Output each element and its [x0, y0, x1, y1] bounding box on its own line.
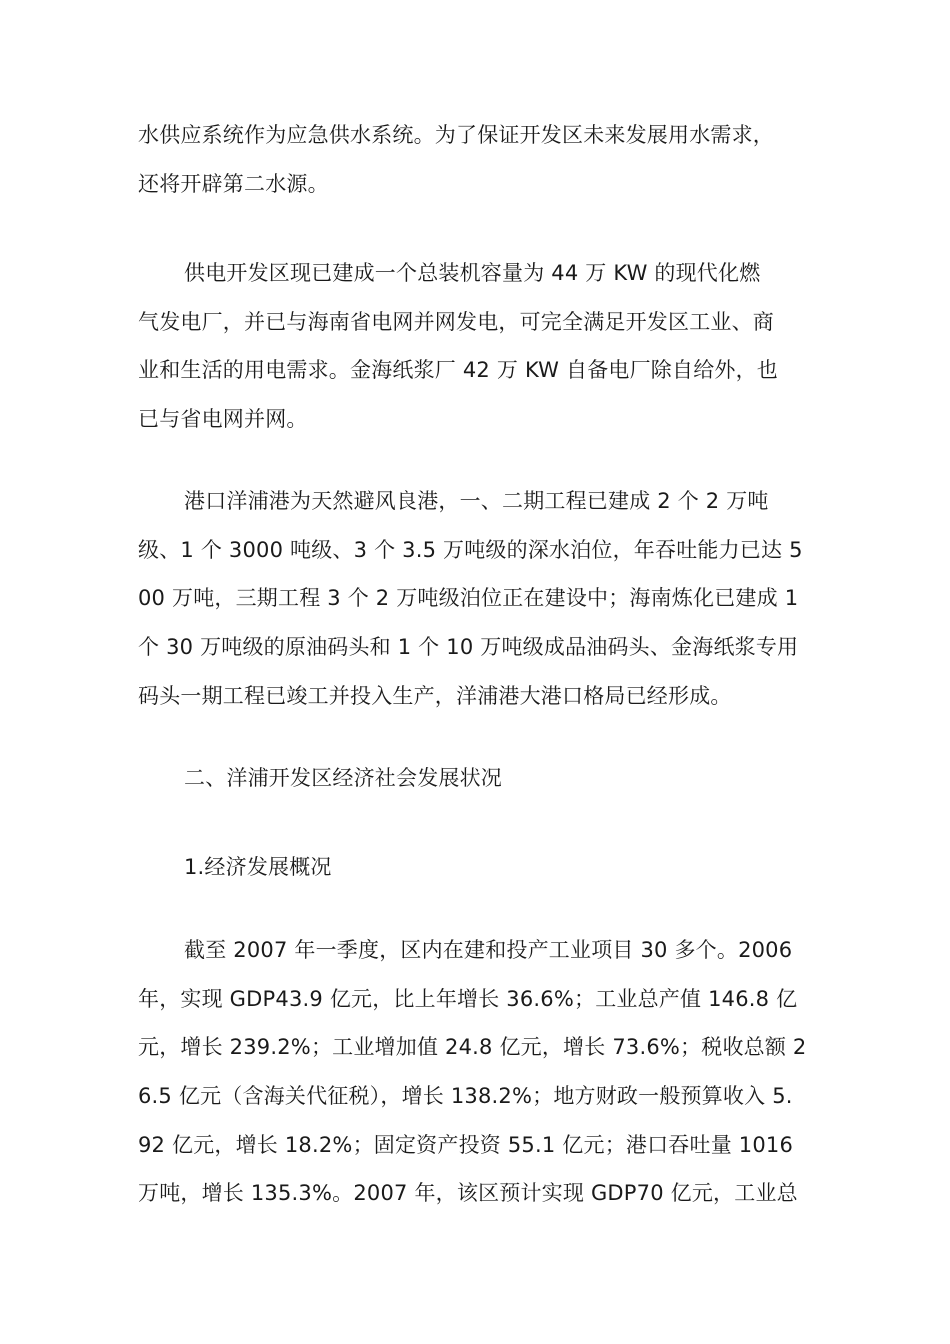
- text-line: 水供应系统作为应急供水系统。为了保证开发区未来发展用水需求，: [138, 123, 774, 147]
- paragraph-port: [138, 477, 828, 720]
- text-line: 截至 2007 年一季度，区内在建和投产工业项目 30 多个。2006: [184, 938, 793, 962]
- paragraph-economy: [138, 926, 828, 1218]
- text-line: 供电开发区现已建成一个总装机容量为 44 万 KW 的现代化燃: [184, 261, 761, 285]
- text-line: 00 万吨，三期工程 3 个 2 万吨级泊位正在建设中；海南炼化已建成 1: [138, 586, 799, 611]
- text-line: 元，增长 239.2%；工业增加值 24.8 亿元，增长 73.6%；税收总额 2: [138, 1035, 807, 1060]
- text-line: 92 亿元，增长 18.2%；固定资产投资 55.1 亿元；港口吞吐量 1016: [138, 1132, 794, 1157]
- heading-text: 二、洋浦开发区经济社会发展状况: [184, 766, 502, 790]
- paragraph-water-supply: [138, 111, 828, 208]
- text-line: 6.5 亿元（含海关代征税），增长 138.2%；地方财政一般预算收入 5.: [138, 1084, 793, 1109]
- text-line: 还将开辟第二水源。: [138, 171, 329, 196]
- text-line: 已与省电网并网。: [138, 407, 308, 432]
- text-line: 级、1 个 3000 吨级、3 个 3.5 万吨级的深水泊位，年吞吐能力已达 5: [138, 537, 803, 562]
- section-heading: [138, 754, 828, 803]
- text-line: 业和生活的用电需求。金海纸浆厂 42 万 KW 自备电厂除自给外，也: [138, 358, 779, 383]
- text-line: 万吨，增长 135.3%。2007 年，该区预计实现 GDP70 亿元，工业总: [138, 1181, 798, 1206]
- text-line: 码头一期工程已竣工并投入生产，洋浦港大港口格局已经形成。: [138, 683, 732, 708]
- heading-text: 1.经济发展概况: [184, 855, 332, 879]
- text-line: 个 30 万吨级的原油码头和 1 个 10 万吨级成品油码头、金海纸浆专用: [138, 635, 799, 660]
- text-line: 气发电厂，并已与海南省电网并网发电，可完全满足开发区工业、商: [138, 309, 774, 334]
- subsection-heading: [138, 843, 828, 892]
- paragraph-power-supply: [138, 249, 828, 444]
- text-line: 港口洋浦港为天然避风良港，一、二期工程已建成 2 个 2 万吨: [184, 489, 769, 513]
- text-line: 年，实现 GDP43.9 亿元，比上年增长 36.6%；工业总产值 146.8 亿: [138, 986, 798, 1011]
